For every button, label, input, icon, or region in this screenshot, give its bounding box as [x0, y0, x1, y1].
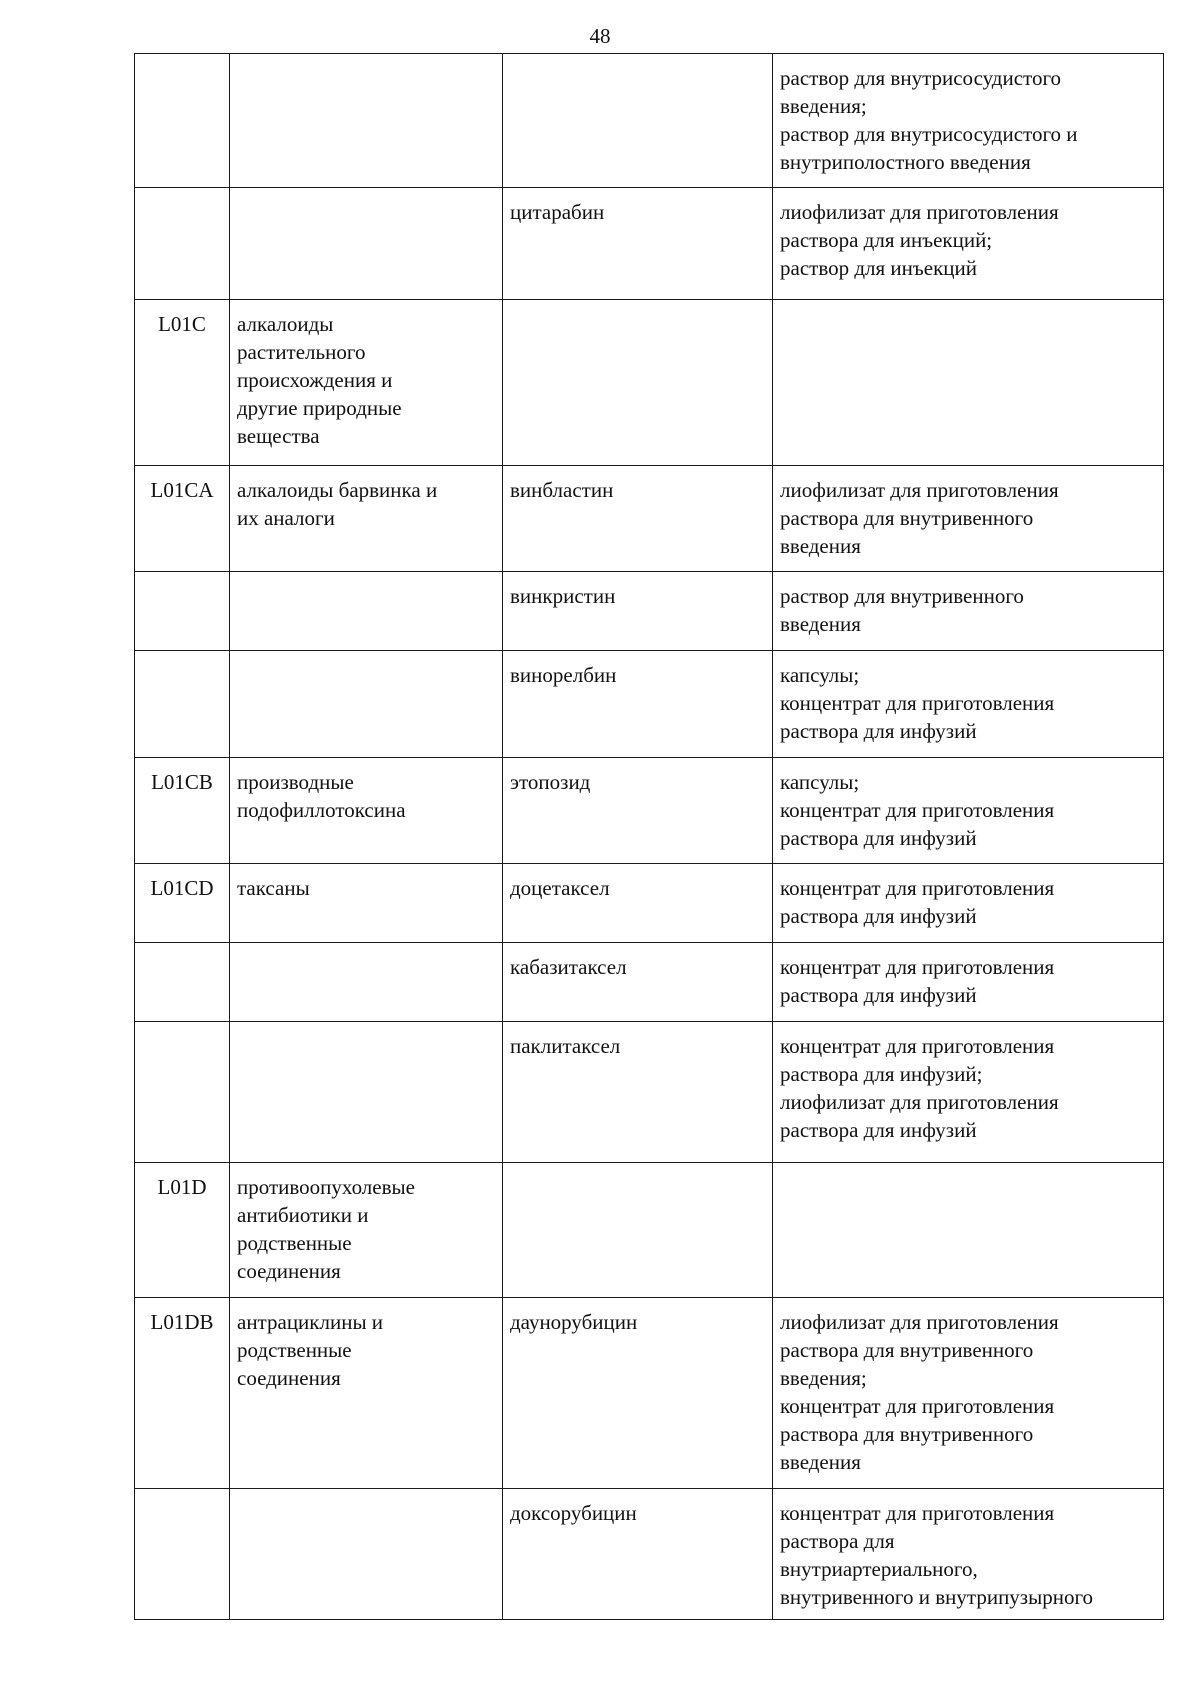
- dosage-form-line: раствора для инъекций;: [780, 228, 993, 252]
- dosage-forms-cell: [773, 758, 1164, 864]
- dosage-forms-cell: [773, 572, 1164, 651]
- dosage-form-line: капсулы;: [780, 770, 860, 794]
- atc-group-cell: [230, 943, 503, 1022]
- atc-code-cell: [135, 572, 230, 651]
- dosage-form-line: введения: [780, 1450, 861, 1474]
- atc-group-cell: [230, 758, 503, 864]
- table-row: [135, 300, 1164, 466]
- dosage-form-line: раствора для инфузий: [780, 826, 977, 850]
- dosage-forms-cell: [773, 1298, 1164, 1489]
- atc-group-cell: [230, 300, 503, 466]
- dosage-form-line: раствор для внутрисосудистого: [780, 66, 1062, 90]
- dosage-form-line: раствора для внутривенного: [780, 1338, 1034, 1362]
- group-line: антибиотики и: [237, 1203, 369, 1227]
- atc-code-cell: L01DB: [135, 1298, 230, 1489]
- table-row: [135, 1298, 1164, 1489]
- table-row: [135, 466, 1164, 572]
- table-body: [135, 54, 1164, 1620]
- atc-group-cell: [230, 1489, 503, 1620]
- dosage-form-line: раствора для инфузий: [780, 1118, 977, 1142]
- atc-code-cell: L01CD: [135, 864, 230, 943]
- group-line: противоопухолевые: [237, 1175, 415, 1199]
- dosage-form-line: лиофилизат для приготовления: [780, 1310, 1059, 1334]
- table-row: [135, 188, 1164, 300]
- dosage-forms-cell: [773, 1163, 1164, 1298]
- atc-group-cell: [230, 1298, 503, 1489]
- atc-code-cell: [135, 188, 230, 300]
- dosage-form-line: концентрат для приготовления: [780, 1501, 1055, 1525]
- table-row: [135, 54, 1164, 188]
- dosage-form-line: введения: [780, 534, 861, 558]
- dosage-form-line: концентрат для приготовления: [780, 1034, 1055, 1058]
- drug-name-cell: [503, 1163, 773, 1298]
- dosage-form-line: раствора для инфузий;: [780, 1062, 983, 1086]
- drug-name-cell: [503, 54, 773, 188]
- group-line: родственные: [237, 1338, 352, 1362]
- atc-code-cell: L01CA: [135, 466, 230, 572]
- drug-name-cell: винорелбин: [503, 651, 773, 758]
- dosage-forms-cell: [773, 1022, 1164, 1163]
- dosage-form-line: лиофилизат для приготовления: [780, 200, 1059, 224]
- group-line: алкалоиды: [237, 312, 334, 336]
- drug-name-cell: этопозид: [503, 758, 773, 864]
- group-line: таксаны: [237, 876, 310, 900]
- atc-code-cell: [135, 54, 230, 188]
- atc-code-cell: L01D: [135, 1163, 230, 1298]
- dosage-form-line: раствор для внутривенного: [780, 584, 1024, 608]
- atc-code-cell: L01C: [135, 300, 230, 466]
- group-line: антрациклины и: [237, 1310, 384, 1334]
- dosage-form-line: концентрат для приготовления: [780, 1394, 1055, 1418]
- group-line: их аналоги: [237, 506, 335, 530]
- drug-name-cell: винбластин: [503, 466, 773, 572]
- drug-name-cell: цитарабин: [503, 188, 773, 300]
- table-row: [135, 1489, 1164, 1620]
- group-line: алкалоиды барвинка и: [237, 478, 438, 502]
- dosage-form-line: раствор для инъекций: [780, 256, 977, 280]
- dosage-forms-cell: [773, 54, 1164, 188]
- atc-code-cell: [135, 1022, 230, 1163]
- dosage-forms-cell: [773, 943, 1164, 1022]
- drug-name-cell: [503, 300, 773, 466]
- drug-name-cell: даунорубицин: [503, 1298, 773, 1489]
- atc-group-cell: [230, 572, 503, 651]
- drug-name-cell: кабазитаксел: [503, 943, 773, 1022]
- dosage-form-line: внутриполостного введения: [780, 150, 1031, 174]
- dosage-form-line: раствора для внутривенного: [780, 1422, 1034, 1446]
- table-row: [135, 572, 1164, 651]
- dosage-form-line: раствор для внутрисосудистого и: [780, 122, 1078, 146]
- dosage-form-line: раствора для инфузий: [780, 904, 977, 928]
- atc-group-cell: [230, 188, 503, 300]
- group-line: подофиллотоксина: [237, 798, 406, 822]
- drug-name-cell: доксорубицин: [503, 1489, 773, 1620]
- atc-group-cell: [230, 651, 503, 758]
- drug-name-cell: доцетаксел: [503, 864, 773, 943]
- table-row: [135, 1163, 1164, 1298]
- dosage-form-line: концентрат для приготовления: [780, 798, 1055, 822]
- atc-group-cell: [230, 466, 503, 572]
- group-line: происхождения и: [237, 368, 393, 392]
- dosage-form-line: лиофилизат для приготовления: [780, 1090, 1059, 1114]
- dosage-forms-cell: [773, 466, 1164, 572]
- drug-name-cell: паклитаксел: [503, 1022, 773, 1163]
- page-number: 48: [589, 24, 611, 48]
- dosage-forms-cell: [773, 300, 1164, 466]
- atc-code-cell: [135, 943, 230, 1022]
- dosage-form-line: внутривенного и внутрипузырного: [780, 1585, 1094, 1609]
- atc-group-cell: [230, 54, 503, 188]
- atc-group-cell: [230, 864, 503, 943]
- table-row: [135, 651, 1164, 758]
- dosage-form-line: введения;: [780, 94, 867, 118]
- group-line: вещества: [237, 424, 320, 448]
- dosage-form-line: лиофилизат для приготовления: [780, 478, 1059, 502]
- table-row: [135, 1022, 1164, 1163]
- dosage-form-line: введения: [780, 612, 861, 636]
- dosage-forms-cell: [773, 864, 1164, 943]
- dosage-forms-cell: [773, 651, 1164, 758]
- dosage-forms-cell: [773, 1489, 1164, 1620]
- dosage-form-line: раствора для внутривенного: [780, 506, 1034, 530]
- dosage-form-line: раствора для инфузий: [780, 983, 977, 1007]
- group-line: растительного: [237, 340, 366, 364]
- group-line: соединения: [237, 1259, 341, 1283]
- atc-code-cell: [135, 1489, 230, 1620]
- drug-name-cell: винкристин: [503, 572, 773, 651]
- atc-code-cell: L01CB: [135, 758, 230, 864]
- dosage-form-line: введения;: [780, 1366, 867, 1390]
- dosage-form-line: концентрат для приготовления: [780, 876, 1055, 900]
- dosage-form-line: концентрат для приготовления: [780, 691, 1055, 715]
- group-line: соединения: [237, 1366, 341, 1390]
- group-line: производные: [237, 770, 354, 794]
- dosage-forms-cell: [773, 188, 1164, 300]
- table-row: [135, 864, 1164, 943]
- dosage-form-line: раствора для: [780, 1529, 895, 1553]
- table-row: [135, 758, 1164, 864]
- atc-group-cell: [230, 1163, 503, 1298]
- atc-group-cell: [230, 1022, 503, 1163]
- dosage-form-line: концентрат для приготовления: [780, 955, 1055, 979]
- drug-table: [134, 53, 1164, 1620]
- group-line: родственные: [237, 1231, 352, 1255]
- dosage-form-line: раствора для инфузий: [780, 719, 977, 743]
- group-line: другие природные: [237, 396, 402, 420]
- atc-code-cell: [135, 651, 230, 758]
- dosage-form-line: капсулы;: [780, 663, 860, 687]
- dosage-form-line: внутриартериального,: [780, 1557, 978, 1581]
- table-row: [135, 943, 1164, 1022]
